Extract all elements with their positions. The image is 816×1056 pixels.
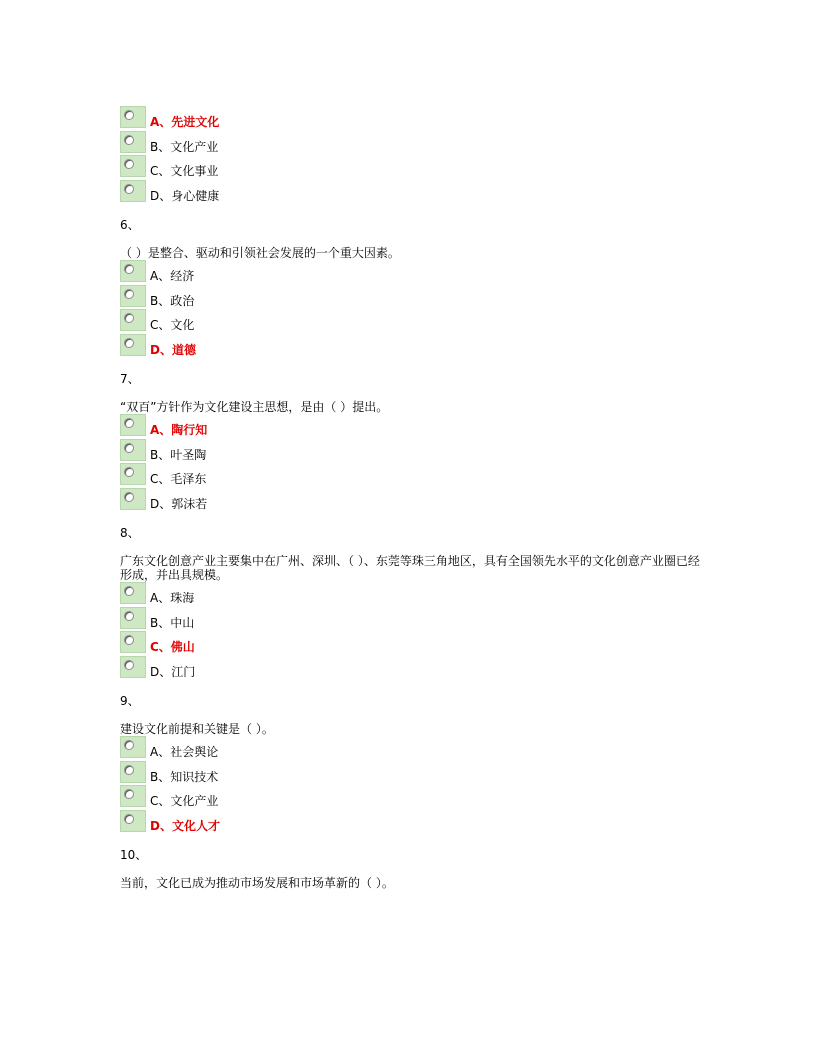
option-label: C、毛泽东 <box>150 472 207 486</box>
radio-button[interactable] <box>120 463 146 485</box>
question-block <box>120 694 720 834</box>
answer-option[interactable] <box>120 785 720 810</box>
radio-button[interactable] <box>120 334 146 356</box>
option-label: C、文化事业 <box>150 164 219 178</box>
radio-button[interactable] <box>120 414 146 436</box>
question-number: 9、 <box>120 694 140 708</box>
radio-button-icon <box>124 313 134 323</box>
radio-button[interactable] <box>120 736 146 758</box>
radio-button-icon <box>124 110 134 120</box>
question-number: 7、 <box>120 372 140 386</box>
radio-button[interactable] <box>120 309 146 331</box>
answer-option[interactable] <box>120 155 720 180</box>
radio-button[interactable] <box>120 439 146 461</box>
answer-option[interactable] <box>120 285 720 310</box>
radio-button-icon <box>124 338 134 348</box>
answer-option[interactable] <box>120 463 720 488</box>
option-label: B、叶圣陶 <box>150 447 207 462</box>
question-text: “双百”方针作为文化建设主思想，是由（ ）提出。 <box>120 400 389 414</box>
correct-option-label: D、文化人才 <box>150 818 220 833</box>
correct-option-label: C、佛山 <box>150 640 195 654</box>
answer-option[interactable] <box>120 309 720 334</box>
radio-button-icon <box>124 492 134 502</box>
radio-button-icon <box>124 467 134 477</box>
radio-button-icon <box>124 159 134 169</box>
answer-option[interactable] <box>120 810 720 835</box>
option-label: C、文化产业 <box>150 794 219 808</box>
option-label: C、文化 <box>150 318 195 332</box>
quiz-content <box>120 106 720 890</box>
answer-option[interactable] <box>120 761 720 786</box>
radio-button[interactable] <box>120 810 146 832</box>
option-label: A、社会舆论 <box>150 745 219 759</box>
radio-button-icon <box>124 740 134 750</box>
option-label: A、珠海 <box>150 591 195 605</box>
answer-option[interactable] <box>120 260 720 285</box>
radio-button-icon <box>124 418 134 428</box>
answer-option[interactable] <box>120 106 720 131</box>
answer-option[interactable] <box>120 607 720 632</box>
answer-option[interactable] <box>120 439 720 464</box>
radio-button[interactable] <box>120 631 146 653</box>
answer-option[interactable] <box>120 131 720 156</box>
option-label: B、知识技术 <box>150 769 219 784</box>
option-label: B、文化产业 <box>150 139 219 154</box>
radio-button[interactable] <box>120 155 146 177</box>
question-block <box>120 372 720 512</box>
radio-button[interactable] <box>120 260 146 282</box>
answer-option[interactable] <box>120 334 720 359</box>
question-block <box>120 106 720 204</box>
question-block <box>120 218 720 358</box>
radio-button-icon <box>124 289 134 299</box>
radio-button-icon <box>124 660 134 670</box>
radio-button-icon <box>124 611 134 621</box>
radio-button-icon <box>124 443 134 453</box>
radio-button-icon <box>124 135 134 145</box>
radio-button-icon <box>124 184 134 194</box>
question-text: 建设文化前提和关键是（ ）。 <box>120 722 274 736</box>
option-label: D、江门 <box>150 664 196 679</box>
option-label: D、郭沫若 <box>150 496 208 511</box>
answer-option[interactable] <box>120 414 720 439</box>
radio-button[interactable] <box>120 785 146 807</box>
radio-button[interactable] <box>120 656 146 678</box>
question-block <box>120 526 720 680</box>
answer-option[interactable] <box>120 631 720 656</box>
answer-option[interactable] <box>120 180 720 205</box>
answer-option[interactable] <box>120 736 720 761</box>
radio-button-icon <box>124 264 134 274</box>
radio-button[interactable] <box>120 607 146 629</box>
answer-option[interactable] <box>120 582 720 607</box>
question-block <box>120 848 720 890</box>
question-text: （ ）是整合、驱动和引领社会发展的一个重大因素。 <box>120 246 400 260</box>
radio-button-icon <box>124 789 134 799</box>
option-label: D、身心健康 <box>150 188 220 203</box>
question-number: 10、 <box>120 848 148 862</box>
question-text: 广东文化创意产业主要集中在广州、深圳、（ ）、东莞等珠三角地区，具有全国领先水平的文化创意产业圈已经形成，并出具规模。 <box>120 554 700 582</box>
answer-option[interactable] <box>120 656 720 681</box>
option-label: A、经济 <box>150 269 195 283</box>
correct-option-label: D、道德 <box>150 342 196 357</box>
correct-option-label: A、先进文化 <box>150 115 220 129</box>
radio-button[interactable] <box>120 488 146 510</box>
answer-option[interactable] <box>120 488 720 513</box>
radio-button-icon <box>124 586 134 596</box>
radio-button-icon <box>124 814 134 824</box>
option-label: B、中山 <box>150 615 195 630</box>
radio-button[interactable] <box>120 582 146 604</box>
radio-button[interactable] <box>120 761 146 783</box>
radio-button[interactable] <box>120 285 146 307</box>
option-label: B、政治 <box>150 293 195 308</box>
radio-button[interactable] <box>120 131 146 153</box>
question-number: 6、 <box>120 218 140 232</box>
radio-button[interactable] <box>120 106 146 128</box>
radio-button[interactable] <box>120 180 146 202</box>
radio-button-icon <box>124 635 134 645</box>
radio-button-icon <box>124 765 134 775</box>
question-number: 8、 <box>120 526 140 540</box>
correct-option-label: A、陶行知 <box>150 423 208 437</box>
question-text: 当前，文化已成为推动市场发展和市场革新的（ ）。 <box>120 876 394 890</box>
